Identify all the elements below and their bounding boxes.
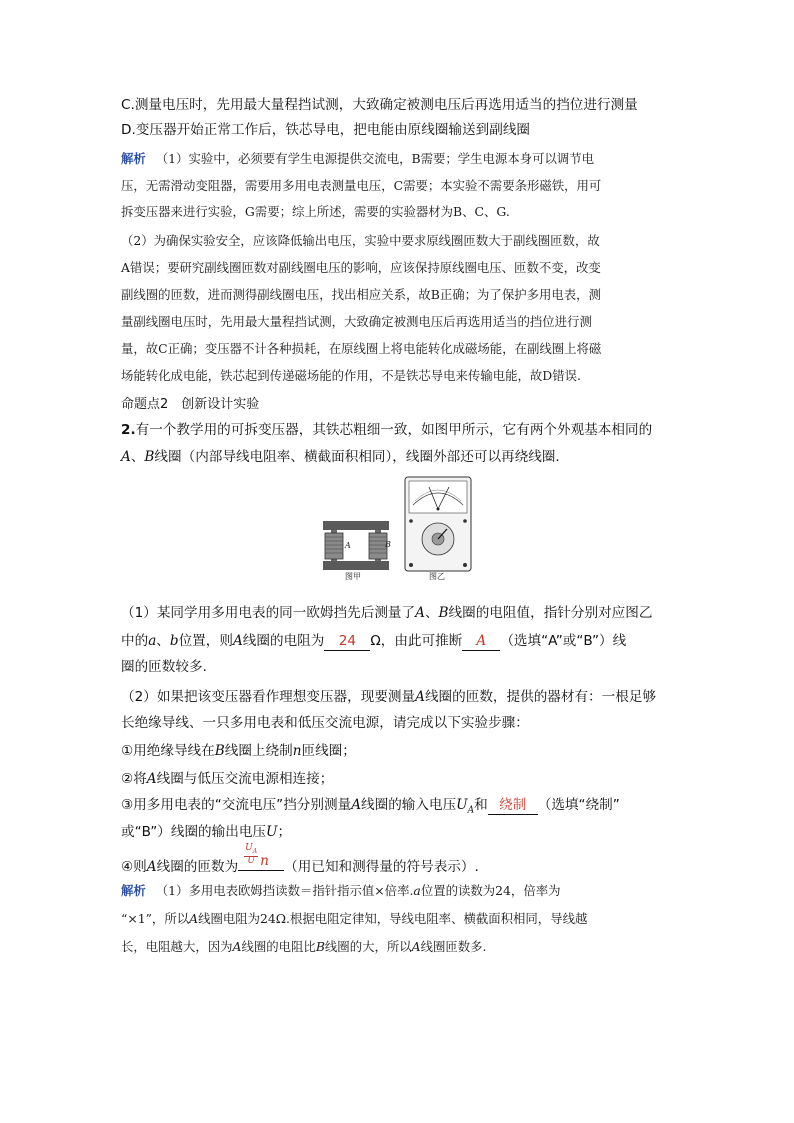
step-1: ①用绝缘导线在B线圈上绕制n匝线圈；	[121, 743, 356, 759]
solution-line: “×1”，所以A线圈电阻为24Ω.根据电阻定律知，导线电阻率、横截面积相同，导线越	[121, 911, 588, 926]
solution-line: A错误；要研究副线圈匝数对副线圈电压的影响，应该保持原线圈电压、匝数不变，改变	[121, 260, 601, 275]
question-part-1: 圈的匝数较多.	[121, 659, 207, 675]
answer-blank-coil: A	[462, 632, 500, 651]
coil-b-label: B	[385, 540, 391, 549]
solution-line: 量副线圈电压时，先用最大量程挡试测，大致确定被测电压后再选用适当的挡位进行测	[121, 314, 592, 329]
question-text: A、B线圈（内部导线电阻率、横截面积相同），线圈外部还可以再绕线圈.	[121, 449, 560, 465]
solution-line: 长，电阻越大，因为A线圈的电阻比B线圈的大，所以A线圈匝数多.	[121, 939, 487, 954]
question-part-2: （2）如果把该变压器看作理想变压器，现要测量A线圈的匝数，提供的器材有：一根足够	[121, 689, 657, 705]
transformer-diagram	[323, 521, 391, 581]
step-2: ②将A线圈与低压交流电源相连接；	[121, 771, 334, 787]
solution-line: 场能转化成电能，铁芯起到传递磁场能的作用，不是铁芯导电来传输电能，故D错误.	[121, 368, 581, 383]
answer-blank-resistance: 24	[324, 632, 370, 651]
question-text: 2.有一个教学用的可拆变压器，其铁芯粗细一致，如图甲所示，它有两个外观基本相同的	[121, 422, 653, 438]
solution-label: 解析	[121, 883, 146, 898]
answer-blank-formula: $\frac{U_A}{U}$ n	[238, 852, 284, 871]
coil-a-label: A	[345, 541, 351, 550]
solution-line: 副线圈的匝数，进而测得副线圈电压，找出相应关系，故B正确；为了保护多用电表，测	[121, 287, 601, 302]
solution-line: （2）为确保实验安全，应该降低输出电压，实验中要求原线圈匝数大于副线圈匝数，故	[121, 233, 600, 248]
solution-line: 解析 （1）实验中，必须要有学生电源提供交流电，B需要；学生电源本身可以调节电	[121, 151, 595, 166]
question-part-1: （1）某同学用多用电表的同一欧姆挡先后测量了A、B线圈的电阻值，指针分别对应图乙	[121, 605, 653, 621]
caption-right: 图乙	[429, 572, 445, 581]
multimeter-diagram	[405, 477, 471, 581]
question-part-2: 长绝缘导线、一只多用电表和低压交流电源，请完成以下实验步骤：	[121, 715, 529, 731]
solution-line: 压，无需滑动变阻器，需要用多用电表测量电压，C需要；本实验不需要条形磁铁，用可	[121, 178, 602, 193]
section-heading: 命题点2 创新设计实验	[121, 397, 260, 412]
figure-transformer-multimeter	[321, 475, 473, 585]
question-part-1: 中的a、b位置，则A线圈的电阻为 24 Ω，由此可推断 A （选填“A”或“B”）线	[121, 633, 627, 649]
answer-fraction: $\frac{U_A}{U}$	[245, 843, 258, 866]
solution-line: 解析 （1）多用电表欧姆挡读数＝指针指示值×倍率.a位置的读数为24，倍率为	[121, 883, 561, 898]
step-3: ③用多用电表的“交流电压”挡分别测量A线圈的输入电压$U_A$和 绕制 （选填“绕制”	[121, 797, 620, 816]
caption-left: 图甲	[345, 572, 361, 581]
solution-label: 解析	[121, 151, 146, 166]
answer-blank-winding: 绕制	[488, 796, 538, 815]
step-4: ④则A线圈的匝数为 $\frac{U_A}{U}$ n （用已知和测得量的符号表示）.	[121, 843, 479, 875]
option-c: C.测量电压时，先用最大量程挡试测，大致确定被测电压后再选用适当的挡位进行测量	[121, 97, 638, 113]
option-d: D.变压器开始正常工作后，铁芯导电，把电能由原线圈输送到副线圈	[121, 122, 531, 138]
solution-line: 拆变压器来进行实验，G需要；综上所述，需要的实验器材为B、C、G.	[121, 204, 510, 219]
coil-a	[325, 533, 343, 559]
solution-line: 量，故C正确；变压器不计各种损耗，在原线圈上将电能转化成磁场能，在副线圈上将磁	[121, 341, 602, 356]
step-3: 或“B”）线圈的输出电压U；	[121, 824, 292, 840]
